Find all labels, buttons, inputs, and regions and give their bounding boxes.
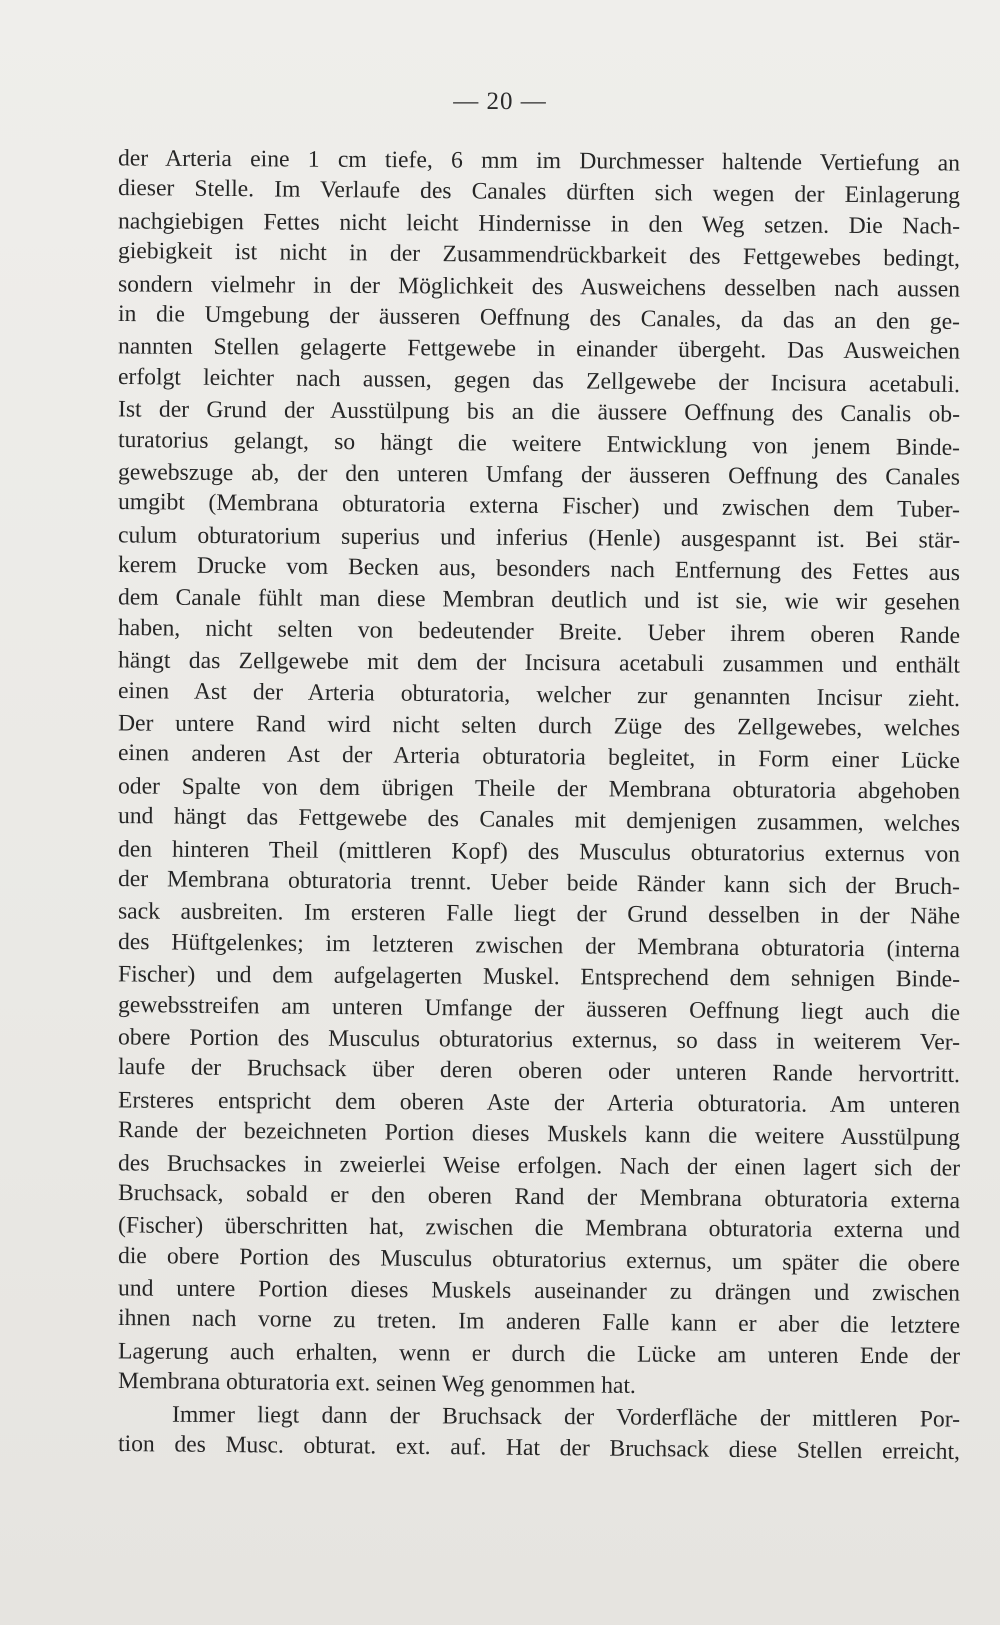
text-line-4: giebigkeit ist nicht in der Zusammendrückbarkeit des Fettgewebes bedingt, [117,238,961,273]
text-line-6: in die Umgebung der äusseren Oeffnung des Canales, da das an den ge- [117,300,961,335]
text-line-34: Bruchsack, sobald er den oberen Rand der Membrana obturatoria externa [117,1179,961,1214]
text-line-27: Fischer) und dem aufgelagerten Muskel. Entsprechend dem sehnigen Binde- [117,961,961,993]
text-line-10: turatorius gelangt, so hängt die weitere Entwicklung von jenem Binde- [117,426,961,461]
text-line-18: einen Ast der Arteria obturatoria, welcher zur genannten Incisur zieht. [117,677,961,712]
text-line-21: oder Spalte von dem übrigen Theile der Membrana obturatoria abgehoben [117,773,961,805]
text-line-35: (Fischer) überschritten hat, zwischen die Membrana obturatoria externa und [117,1212,961,1244]
text-line-8: erfolgt leichter nach aussen, gegen das Zellgewebe der Incisura acetabuli. [117,363,961,398]
text-line-26: des Hüftgelenkes; im letzteren zwischen der Membrana obturatoria (interna [117,928,961,963]
text-line-37: und untere Portion dieses Muskels auseinander zu drängen und zwischen [117,1275,961,1307]
text-line-42: tion des Musc. obturat. ext. auf. Hat der Bruchsack diese Stellen erreicht, [117,1430,961,1466]
text-line-36: die obere Portion des Musculus obturatorius externus, um später die obere [117,1242,961,1277]
text-line-41: Immer liegt dann der Bruchsack der Vorderfläche der mittleren Por- [171,1401,961,1433]
text-line-38: ihnen nach vorne zu treten. Im anderen Falle kann er aber die letztere [117,1305,961,1340]
page-number: — 20 — [453,88,547,115]
text-line-40: Membrana obturatoria ext. seinen Weg genommen hat. [117,1368,637,1400]
text-line-3: nachgiebigen Fettes nicht leicht Hindernisse in den Weg setzen. Die Nach- [117,208,961,240]
text-line-12: umgibt (Membrana obturatoria externa Fischer) und zwischen dem Tuber- [117,489,961,524]
text-line-24: der Membrana obturatoria trennt. Ueber beide Ränder kann sich der Bruch- [117,865,961,901]
text-line-7: nannten Stellen gelagerte Fettgewebe in einander übergeht. Das Ausweichen [117,333,961,365]
text-line-32: Rande der bezeichneten Portion dieses Muskels kann die weitere Ausstülpung [117,1117,961,1152]
text-line-9: Ist der Grund der Ausstülpung bis an die äussere Oeffnung des Canalis ob- [117,396,961,428]
text-line-33: des Bruchsackes in zweierlei Weise erfolgen. Nach der einen lagert sich der [117,1149,961,1182]
text-line-29: obere Portion des Musculus obturatorius externus, so dass in weiterem Ver- [117,1024,961,1056]
text-line-1: der Arteria eine 1 cm tiefe, 6 mm im Durchmesser haltende Vertiefung an [117,145,961,177]
text-line-31: Ersteres entspricht dem oberen Aste der Arteria obturatoria. Am unteren [117,1087,961,1119]
text-line-20: einen anderen Ast der Arteria obturatoria begleitet, in Form einer Lücke [117,740,961,775]
text-line-23: den hinteren Theil (mittleren Kopf) des Musculus obturatorius externus von [117,836,961,868]
text-line-15: dem Canale fühlt man diese Membran deutlich und ist sie, wie wir gesehen [117,584,961,617]
text-line-14: kerem Drucke vom Becken aus, besonders nach Entfernung des Fettes aus [117,552,961,587]
text-line-19: Der untere Rand wird nicht selten durch Züge des Zellgewebes, welches [117,710,961,742]
text-line-17: hängt das Zellgewebe mit dem der Incisura acetabuli zusammen und enthält [117,647,961,679]
text-line-11: gewebszuge ab, der den unteren Umfang der äusseren Oeffnung des Canales [117,459,961,491]
text-line-22: und hängt das Fettgewebe des Canales mit demjenigen zusammen, welches [117,803,961,838]
text-line-39: Lagerung auch erhalten, wenn er durch die Lücke am unteren Ende der [117,1338,961,1370]
text-line-30: laufe der Bruchsack über deren oberen oder unteren Rande hervortritt. [117,1054,961,1089]
text-line-16: haben, nicht selten von bedeutender Breite. Ueber ihrem oberen Rande [117,614,961,649]
text-line-5: sondern vielmehr in der Möglichkeit des Ausweichens desselben nach aussen [117,270,961,303]
text-line-2: dieser Stelle. Im Verlaufe des Canales dürften sich wegen der Einlagerung [117,175,961,210]
text-body [118,146,960,1464]
text-line-13: culum obturatorium superius und inferius (Henle) ausgespannt ist. Bei stär- [117,522,961,554]
text-line-25: sack ausbreiten. Im ersteren Falle liegt der Grund desselben in der Nähe [117,898,961,930]
text-line-28: gewebsstreifen am unteren Umfange der äusseren Oeffnung liegt auch die [117,991,961,1026]
